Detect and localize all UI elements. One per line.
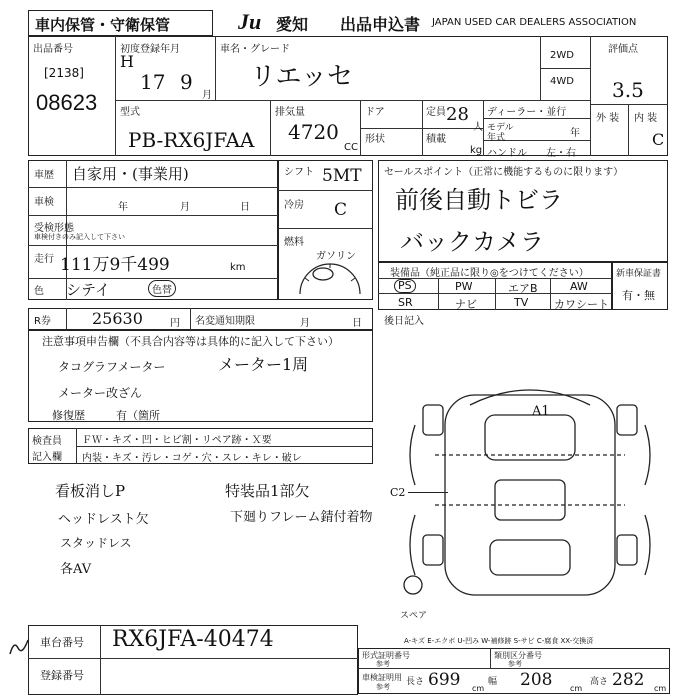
model-year-unit: 年式 <box>487 133 506 143</box>
era-value: H <box>120 52 134 71</box>
capacity-value: 28 <box>446 104 469 125</box>
notes-heading: 注意事項申告欄（不具合内容等は具体的に記入して下さい） <box>42 335 339 348</box>
height-value: 282 <box>612 670 645 690</box>
notes-line-1b: メーター1周 <box>218 355 309 374</box>
door-label: ドア <box>365 107 385 118</box>
model-year-label: モデル <box>487 123 514 133</box>
equip-tv: TV <box>514 296 529 309</box>
free-note-3: スタッドレス <box>60 536 132 550</box>
recycle-value: 25630 <box>92 309 143 328</box>
notice-label: 名変通知期限 <box>195 316 255 327</box>
spare-label: スペア <box>400 611 428 621</box>
history-value: 自家用・(事業用) <box>72 165 189 183</box>
free-note-1b: 特装品1部欠 <box>225 482 310 500</box>
capacity-unit: 人 <box>473 122 483 133</box>
car-name-label: 車名・グレード <box>220 44 290 55</box>
org-name: 愛知 <box>276 15 309 34</box>
pen-mark-icon <box>8 636 30 660</box>
svg-text:Ju: Ju <box>238 10 262 34</box>
equip-seat: カワシート <box>554 298 609 311</box>
car-name: リエッセ <box>250 62 353 92</box>
reg-year: 17 <box>140 70 166 94</box>
after-entry-label: 後日記入 <box>384 316 424 327</box>
reg-month: 9 <box>180 70 193 94</box>
warranty-options: 有・無 <box>622 289 655 302</box>
length-unit: cm <box>472 684 485 693</box>
mileage-unit: km <box>230 262 246 273</box>
free-note-1: 看板消しP <box>55 482 126 500</box>
warranty-label: 新車保証書 <box>616 269 662 279</box>
notice-month: 月 <box>300 318 310 329</box>
load-label: 積載 <box>426 134 446 145</box>
dealer-label: ディーラー・並行 <box>487 107 567 118</box>
recycle-label: R券 <box>34 316 51 327</box>
reference-sub: 参考 <box>376 683 390 691</box>
lot-small: [2138] <box>44 66 84 80</box>
drive-4wd: 4WD <box>550 76 574 87</box>
load-unit: kg <box>470 145 483 156</box>
inspector-row-1: ＦＷ・キズ・凹・ヒビ割・リペア跡・Ｘ要 <box>82 435 272 446</box>
height-unit: cm <box>654 684 667 693</box>
length-label: 長さ <box>406 677 425 687</box>
free-note-4: 各AV <box>60 562 92 577</box>
inspection-month: 月 <box>180 202 190 213</box>
form-title: 出品申込書 <box>340 15 421 34</box>
width-label: 幅 <box>488 677 498 687</box>
history-label: 車歴 <box>34 170 54 181</box>
notice-day: 日 <box>352 318 362 329</box>
handle-label: ハンドル <box>487 148 527 159</box>
notes-line-2: メーター改ざん <box>58 386 143 400</box>
lot-label: 出品番号 <box>33 44 73 55</box>
equip-pw: PW <box>455 280 473 293</box>
sales-point-2: バックカメラ <box>400 228 544 256</box>
fuel-gauge-icon <box>295 258 365 302</box>
interior-label: 内 装 <box>634 113 658 124</box>
capacity-label: 定員 <box>426 107 446 118</box>
reception-note: 車検付きのみ記入して下さい <box>34 233 125 241</box>
cooler-label: 冷房 <box>284 200 304 211</box>
interior-grade: C <box>652 130 665 149</box>
damage-legend: A-キズ E-エクボ U-凹み W-補修跡 S-サビ C-腐食 XX-交換済 <box>404 637 594 645</box>
storage-label: 車内保管・守衛保管 <box>35 16 171 34</box>
shift-label: シフト <box>284 167 314 178</box>
reference-label: 車検証明用 <box>362 673 402 682</box>
inspector-label-2: 記入欄 <box>32 452 62 463</box>
equip-navi: ナビ <box>455 298 477 311</box>
drive-2wd: 2WD <box>550 50 574 61</box>
cert-sub: 参考 <box>376 660 390 668</box>
repair-label: 修復歴 <box>52 409 85 422</box>
score-value: 3.5 <box>612 78 644 102</box>
fuel-value: ガソリン <box>316 251 356 262</box>
shape-label: 形状 <box>365 134 385 145</box>
mileage-label: 走行 <box>34 254 54 265</box>
fuel-label: 燃料 <box>284 237 304 248</box>
notes-line-1: タコグラフメーター <box>58 360 166 374</box>
cooler-value: C <box>334 200 348 220</box>
displacement-unit: CC <box>344 142 358 153</box>
equip-ps: PS <box>394 279 416 293</box>
ju-logo-icon <box>238 10 278 38</box>
inspection-label: 車検 <box>34 197 54 208</box>
diagram-mark-a1: A1 <box>532 404 550 419</box>
reception-label: 受検形態 <box>34 223 74 234</box>
equip-airbag: エアB <box>508 282 538 295</box>
car-diagram-icon <box>395 345 665 619</box>
chassis-value: RX6JFA-40474 <box>112 627 274 652</box>
handle-options: 左・右 <box>546 148 576 159</box>
model-year-suffix: 年 <box>570 128 580 139</box>
color-value: シテイ <box>66 281 110 299</box>
free-note-2b: 下廻りフレーム錆付着物 <box>230 510 373 525</box>
inspector-row-2: 内装・キズ・汚レ・コゲ・穴・スレ・キレ・破レ <box>82 453 302 464</box>
inspection-year: 年 <box>118 202 128 213</box>
lot-number: 08623 <box>36 90 98 115</box>
sales-point-1: 前後自動トビラ <box>395 186 563 214</box>
registration-label: 登録番号 <box>40 669 84 682</box>
sales-points-label: セールスポイント（正常に機能するものに限ります） <box>384 167 624 178</box>
width-unit: cm <box>570 684 583 693</box>
cert-label: 形式証明番号 <box>362 651 410 660</box>
color-note: 色替 <box>148 280 176 297</box>
chassis-label: 車台番号 <box>40 636 84 649</box>
score-label: 評価点 <box>608 44 638 55</box>
category-sub: 参考 <box>508 660 522 668</box>
reg-date-label: 初度登録年月 <box>120 44 180 55</box>
width-value: 208 <box>520 670 553 690</box>
length-value: 699 <box>428 670 461 690</box>
displacement-value: 4720 <box>288 120 339 144</box>
model-value: PB-RX6JFAA <box>128 128 255 152</box>
equip-aw: AW <box>570 280 588 293</box>
exterior-label: 外 装 <box>596 113 620 124</box>
equip-sr: SR <box>398 296 413 309</box>
displacement-label: 排気量 <box>275 107 305 118</box>
repair-options: 有（箇所 <box>116 409 160 422</box>
diagram-mark-c2: C2 <box>390 486 406 499</box>
storage-box <box>28 10 213 36</box>
inspector-label: 検査員 <box>32 436 62 447</box>
equipment-label: 装備品（純正品に限り◎をつけてください） <box>390 268 589 279</box>
inspection-day: 日 <box>240 202 250 213</box>
month-unit: 月 <box>202 90 212 101</box>
category-label: 類別区分番号 <box>494 651 542 660</box>
model-label: 型式 <box>120 107 140 118</box>
height-label: 高さ <box>590 677 609 687</box>
mileage-value: 111万9千499 <box>60 255 170 275</box>
english-title: JAPAN USED CAR DEALERS ASSOCIATION <box>432 17 637 28</box>
shift-value: 5MT <box>322 166 362 186</box>
free-note-2: ヘッドレスト欠 <box>58 512 149 527</box>
color-label: 色 <box>34 286 44 297</box>
recycle-unit: 円 <box>170 318 180 329</box>
